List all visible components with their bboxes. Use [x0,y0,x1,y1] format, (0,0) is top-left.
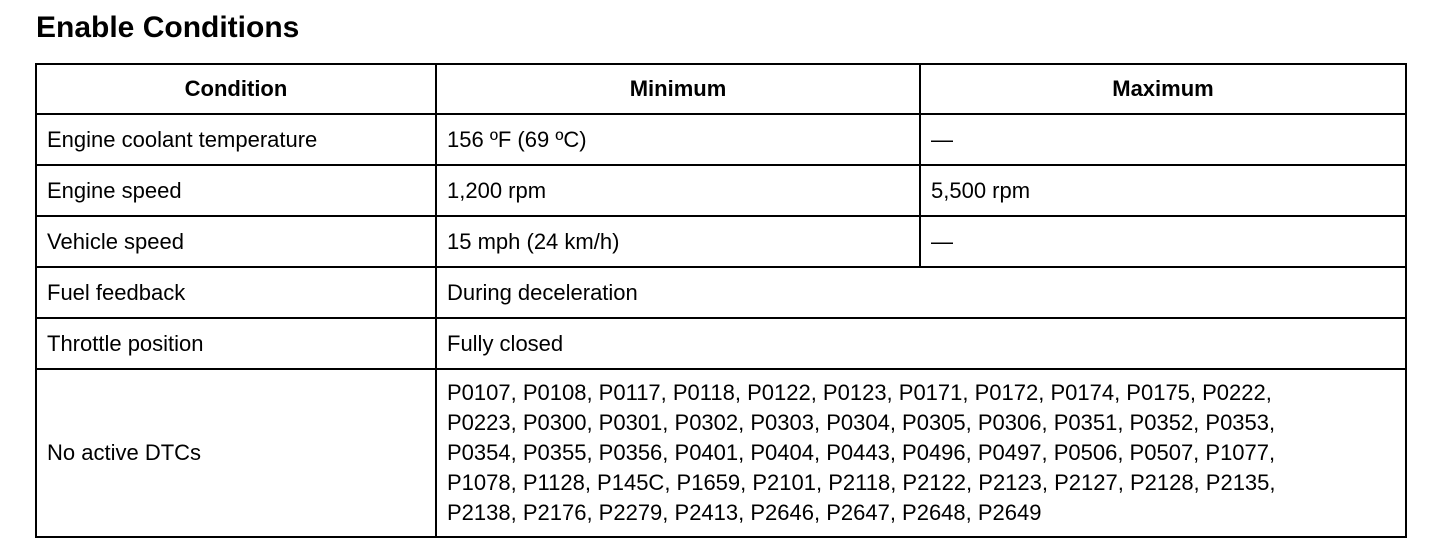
condition-cell: Throttle position [36,318,436,369]
minimum-cell: 15 mph (24 km/h) [436,216,920,267]
table-row [36,369,1406,537]
dtc-list-line: P0223, P0300, P0301, P0302, P0303, P0304, P0305, P0306, P0351, P0352, P0353, [447,410,1276,435]
table-row [36,114,1406,165]
value-cell: Fully closed [436,318,1406,369]
table-header-row [36,64,1406,114]
maximum-cell: — [920,114,1406,165]
minimum-cell: 1,200 rpm [436,165,920,216]
minimum-cell: 156 ºF (69 ºC) [436,114,920,165]
dtc-list-cell [436,369,1406,537]
table-row [36,318,1406,369]
maximum-cell: — [920,216,1406,267]
page-title: Enable Conditions [36,11,300,44]
table-row [36,216,1406,267]
value-cell: During deceleration [436,267,1406,318]
column-header-minimum: Minimum [436,64,920,114]
column-header-maximum: Maximum [920,64,1406,114]
dtc-list-line: P1078, P1128, P145C, P1659, P2101, P2118, P2122, P2123, P2127, P2128, P2135, [447,470,1276,495]
condition-cell: Engine speed [36,165,436,216]
condition-cell: No active DTCs [36,369,436,537]
table-row [36,267,1406,318]
condition-cell: Vehicle speed [36,216,436,267]
maximum-cell: 5,500 rpm [920,165,1406,216]
dtc-list-line: P0107, P0108, P0117, P0118, P0122, P0123, P0171, P0172, P0174, P0175, P0222, [447,380,1272,405]
enable-conditions-table [35,63,1407,538]
table-row [36,165,1406,216]
condition-cell: Fuel feedback [36,267,436,318]
dtc-list-line: P0354, P0355, P0356, P0401, P0404, P0443, P0496, P0497, P0506, P0507, P1077, [447,440,1276,465]
condition-cell: Engine coolant temperature [36,114,436,165]
dtc-list-line: P2138, P2176, P2279, P2413, P2646, P2647, P2648, P2649 [447,500,1042,525]
column-header-condition: Condition [36,64,436,114]
